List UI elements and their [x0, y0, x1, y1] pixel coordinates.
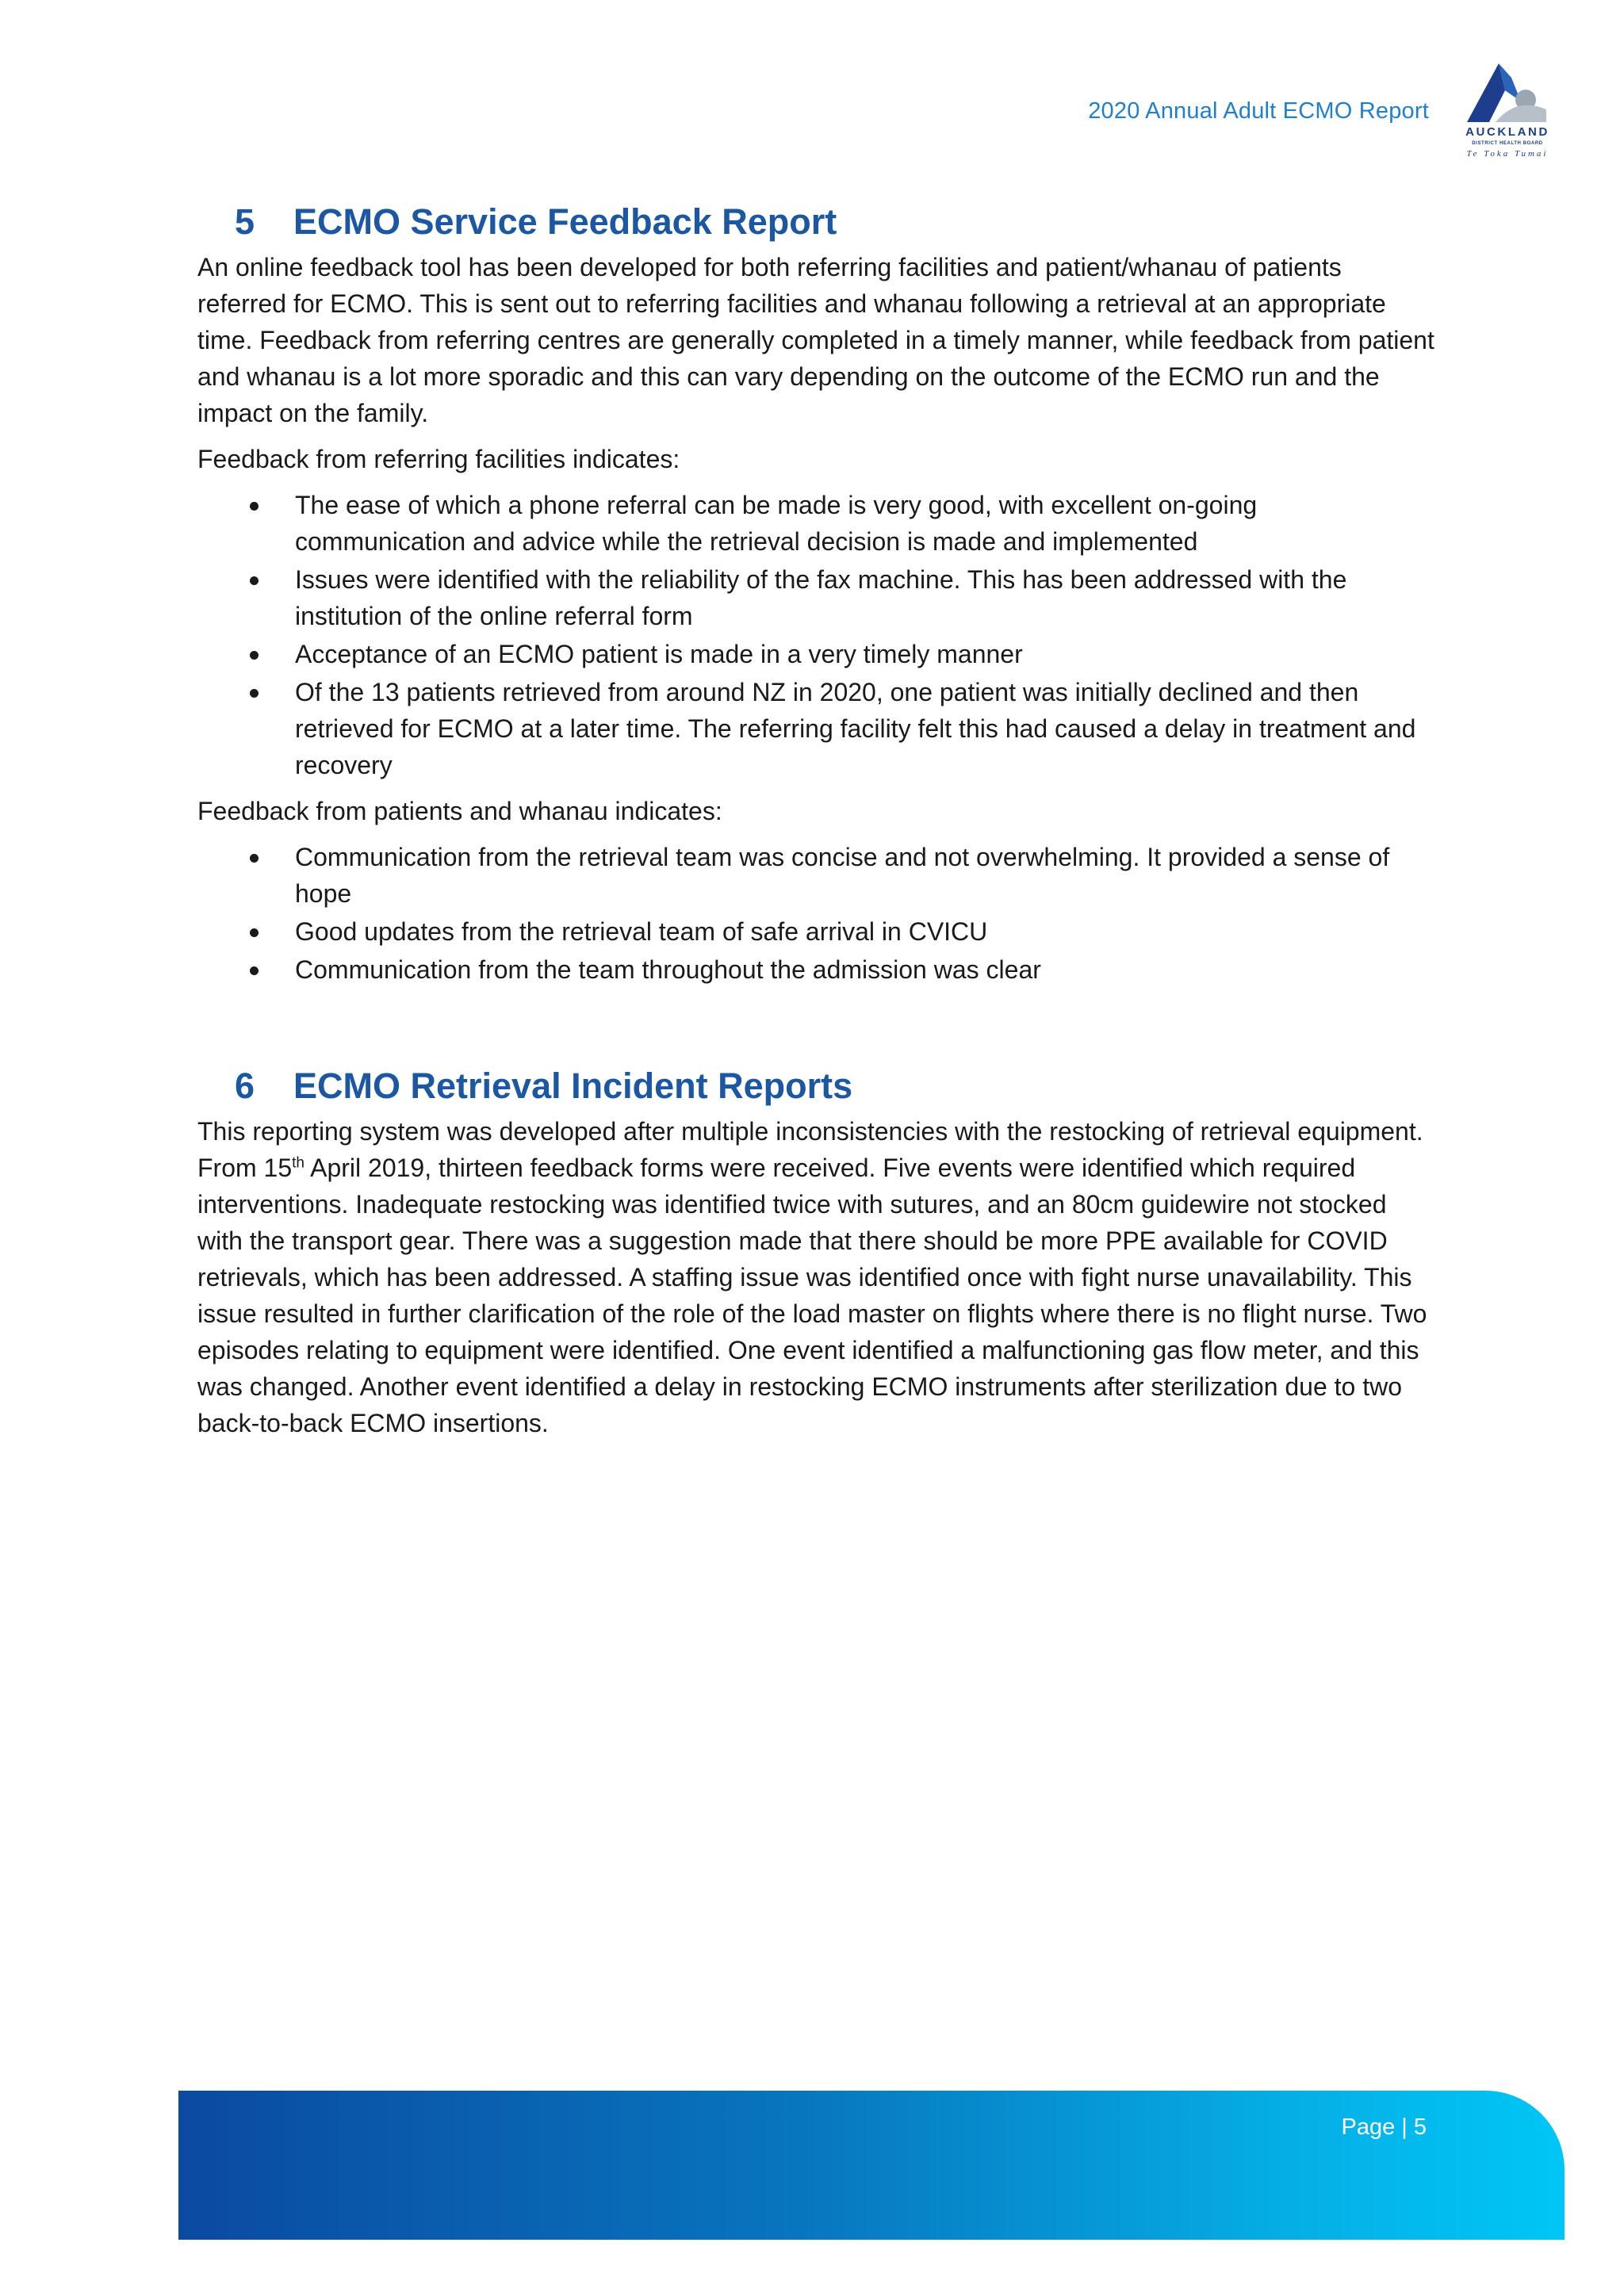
bullet-icon: [250, 966, 259, 975]
bullet-icon: [250, 502, 259, 511]
bullet-icon: [250, 689, 259, 698]
facilities-feedback-list: [197, 487, 1434, 783]
logo-mark-icon: [1450, 62, 1565, 125]
section-5-heading: [197, 195, 1434, 249]
section-5-intro: An online feedback tool has been developed for both referring facilities and patient/whanau of patients referred for ECMO. This is sent out to referring facilities and whanau following a retrieval at an appropriate time. Feedback from referring centres are generally completed in a timely manner, while feedback from patient and whanau is a lot more sporadic and this can vary depending on the outcome of the ECMO run and the impact on the family.: [197, 253, 1434, 427]
facilities-feedback-heading: Feedback from referring facilities indicates:: [197, 445, 680, 473]
logo-motto: Te Toka Tumai: [1466, 149, 1549, 159]
list-item: Good updates from the retrieval team of safe arrival in CVICU: [197, 913, 1434, 950]
patients-feedback-list: [197, 839, 1434, 988]
list-item: Communication from the team throughout the admission was clear: [197, 951, 1434, 988]
adhb-logo: [1450, 62, 1565, 163]
logo-subtitle: DISTRICT HEALTH BOARD: [1472, 141, 1543, 146]
section-spacer: [197, 997, 1434, 1059]
section-6-heading: [197, 1059, 1434, 1113]
page-content: [197, 195, 1434, 1451]
section-6-body: This reporting system was developed after multiple inconsistencies with the restocking of retrieval equipment. From 15th April 2019, thirteen feedback forms were received. Five events were identified which required interventions. Inadequate restocking was identified twice with sutures, and an 80cm guidewire not stocked with the transport gear. There was a suggestion made that there should be more PPE available for COVID retrievals, which has been addressed. A staffing issue was identified once with fight nurse unavailability. This issue resulted in further clarification of the role of the load master on flights where there is no flight nurse. Two episodes relating to equipment were identified. One event identified a malfunctioning gas flow meter, and this was changed. Another event identified a delay in restocking ECMO instruments after sterilization due to two back-to-back ECMO insertions.: [197, 1117, 1427, 1437]
section-6-number: 6: [235, 1066, 255, 1106]
ordinal-suffix: th: [292, 1154, 304, 1172]
section-6-title: ECMO Retrieval Incident Reports: [293, 1066, 853, 1106]
section-5-title: ECMO Service Feedback Report: [293, 201, 837, 242]
bullet-icon: [250, 854, 259, 863]
page-number: Page | 5: [1341, 2114, 1427, 2140]
bullet-icon: [250, 651, 259, 660]
patients-feedback-heading: Feedback from patients and whanau indicates:: [197, 797, 722, 825]
report-title: 2020 Annual Adult ECMO Report: [1088, 98, 1429, 124]
list-item: Of the 13 patients retrieved from around NZ in 2020, one patient was initially declined and then retrieved for ECMO at a later time. The referring facility felt this had caused a delay in treatment and recovery: [197, 674, 1434, 783]
list-item: Communication from the retrieval team was concise and not overwhelming. It provided a sense of hope: [197, 839, 1434, 912]
logo-name: AUCKLAND: [1465, 125, 1549, 139]
list-item: Issues were identified with the reliability of the fax machine. This has been addressed with the institution of the online referral form: [197, 561, 1434, 634]
bullet-icon: [250, 576, 259, 585]
list-item: The ease of which a phone referral can be made is very good, with excellent on-going communication and advice while the retrieval decision is made and implemented: [197, 487, 1434, 560]
footer-band: [178, 2091, 1565, 2240]
page-header: [0, 0, 1624, 174]
bullet-icon: [250, 928, 259, 937]
section-5-number: 5: [235, 201, 255, 242]
list-item: Acceptance of an ECMO patient is made in a very timely manner: [197, 636, 1434, 672]
